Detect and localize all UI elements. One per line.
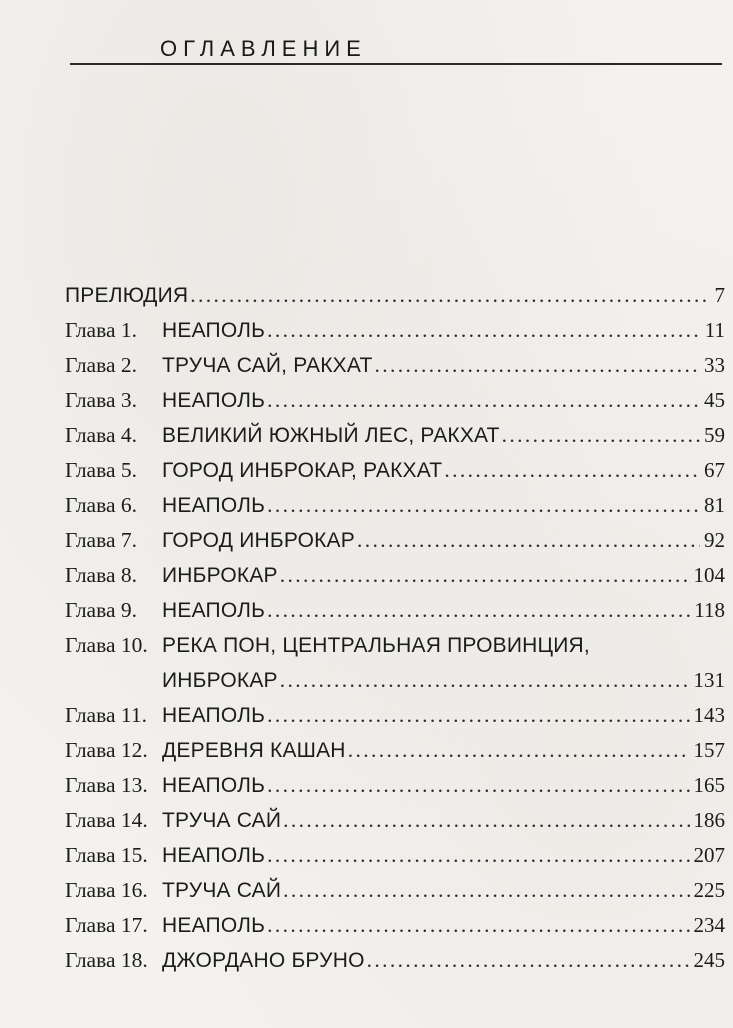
chapter-label: Глава 3. [65,388,137,412]
chapter-label: Глава 15. [65,843,148,867]
toc-entry-title: ДЖОРДАНО БРУНО [162,949,365,972]
leader-dots [283,803,689,838]
leader-dots [267,383,700,418]
toc-entry-page: 207 [693,843,725,867]
toc-entry [65,348,725,383]
leader-dots [267,593,690,628]
toc-entry-title-continued: ИНБРОКАР [162,669,278,692]
toc-entry [65,873,725,908]
leader-dots [267,838,689,873]
toc-entry-page: 81 [704,493,725,517]
toc-entry-title: РЕКА ПОН, ЦЕНТРАЛЬНАЯ ПРОВИНЦИЯ, [162,634,590,657]
toc-entry-title: ГОРОД ИНБРОКАР, РАКХАТ [162,459,443,482]
toc-entry [65,838,725,873]
toc-entry-title: НЕАПОЛЬ [162,599,266,622]
toc-entry-page: 11 [704,318,725,342]
chapter-label: Глава 9. [65,598,137,622]
leader-dots [374,348,700,383]
toc-entry [65,523,725,558]
toc-entry-title: НЕАПОЛЬ [162,774,266,797]
toc-entry [65,768,725,803]
toc-entry-page: 165 [693,773,725,797]
toc-entry [65,593,725,628]
toc-entry-page: 7 [714,283,725,307]
toc-entry [65,803,725,838]
toc-entry [65,943,725,978]
toc-entry [65,488,725,523]
toc-entry-page: 186 [693,808,725,832]
chapter-label: Глава 17. [65,913,148,937]
toc-entry-page: 118 [694,598,725,622]
chapter-label: Глава 4. [65,423,137,447]
toc-entry [65,418,725,453]
leader-dots [280,663,690,698]
toc-entry-title: ГОРОД ИНБРОКАР [162,529,355,552]
toc-entry-title: НЕАПОЛЬ [162,494,266,517]
toc-entry-title: НЕАПОЛЬ [162,389,266,412]
chapter-label: Глава 12. [65,738,148,762]
leader-dots [267,488,700,523]
toc-entry-page: 67 [704,458,725,482]
toc-entry [65,558,725,593]
chapter-label: Глава 13. [65,773,148,797]
toc-entry-title: ВЕЛИКИЙ ЮЖНЫЙ ЛЕС, РАКХАТ [162,424,500,447]
toc-entry [65,733,725,768]
chapter-label: Глава 16. [65,878,148,902]
toc-entry-title: ПРЕЛЮДИЯ [65,284,189,307]
toc-entry [65,908,725,943]
toc-entry-prelude [65,278,725,313]
page-title: ОГЛАВЛЕНИЕ [160,36,367,61]
title-rule [70,63,722,65]
toc-entry-page: 245 [693,948,725,972]
toc-entry [65,698,725,733]
toc-entry-page: 59 [704,423,725,447]
toc-entry [65,453,725,488]
toc-entry-title: ТРУЧА САЙ [162,879,282,902]
toc-entry-title: НЕАПОЛЬ [162,914,266,937]
chapter-label: Глава 11. [65,703,147,727]
toc-entry-title: ТРУЧА САЙ, РАКХАТ [162,354,373,377]
toc-entry-page: 234 [693,913,725,937]
leader-dots [283,873,689,908]
leader-dots [444,453,700,488]
toc-entry-page: 131 [693,668,725,692]
leader-dots [367,943,690,978]
toc-entry-title: НЕАПОЛЬ [162,319,266,342]
chapter-label: Глава 2. [65,353,137,377]
toc-entry-page: 33 [704,353,725,377]
toc-entry-title: ИНБРОКАР [162,564,278,587]
leader-dots [267,698,689,733]
chapter-label: Глава 5. [65,458,137,482]
toc-entry-title: ТРУЧА САЙ [162,809,282,832]
leader-dots [348,733,690,768]
toc-entry [65,313,725,348]
toc-entry-page: 45 [704,388,725,412]
chapter-label: Глава 14. [65,808,148,832]
leader-dots [267,768,689,803]
toc-entry-page: 225 [693,878,725,902]
chapter-label: Глава 8. [65,563,137,587]
toc-entry-page: 157 [693,738,725,762]
toc-entry [65,383,725,418]
toc-entry-page: 92 [704,528,725,552]
chapter-label: Глава 6. [65,493,137,517]
toc-entry-title: НЕАПОЛЬ [162,844,266,867]
toc-entry [65,628,725,698]
chapter-label: Глава 7. [65,528,137,552]
leader-dots [190,278,710,313]
toc-entry-page: 104 [693,563,725,587]
leader-dots [357,523,700,558]
leader-dots [267,313,701,348]
chapter-label: Глава 10. [65,633,148,657]
table-of-contents [65,278,725,978]
toc-entry-title: ДЕРЕВНЯ КАШАН [162,739,346,762]
chapter-label: Глава 1. [65,318,137,342]
leader-dots [502,418,700,453]
chapter-label: Глава 18. [65,948,148,972]
leader-dots [280,558,690,593]
leader-dots [267,908,689,943]
toc-entry-title: НЕАПОЛЬ [162,704,266,727]
toc-entry-page: 143 [693,703,725,727]
